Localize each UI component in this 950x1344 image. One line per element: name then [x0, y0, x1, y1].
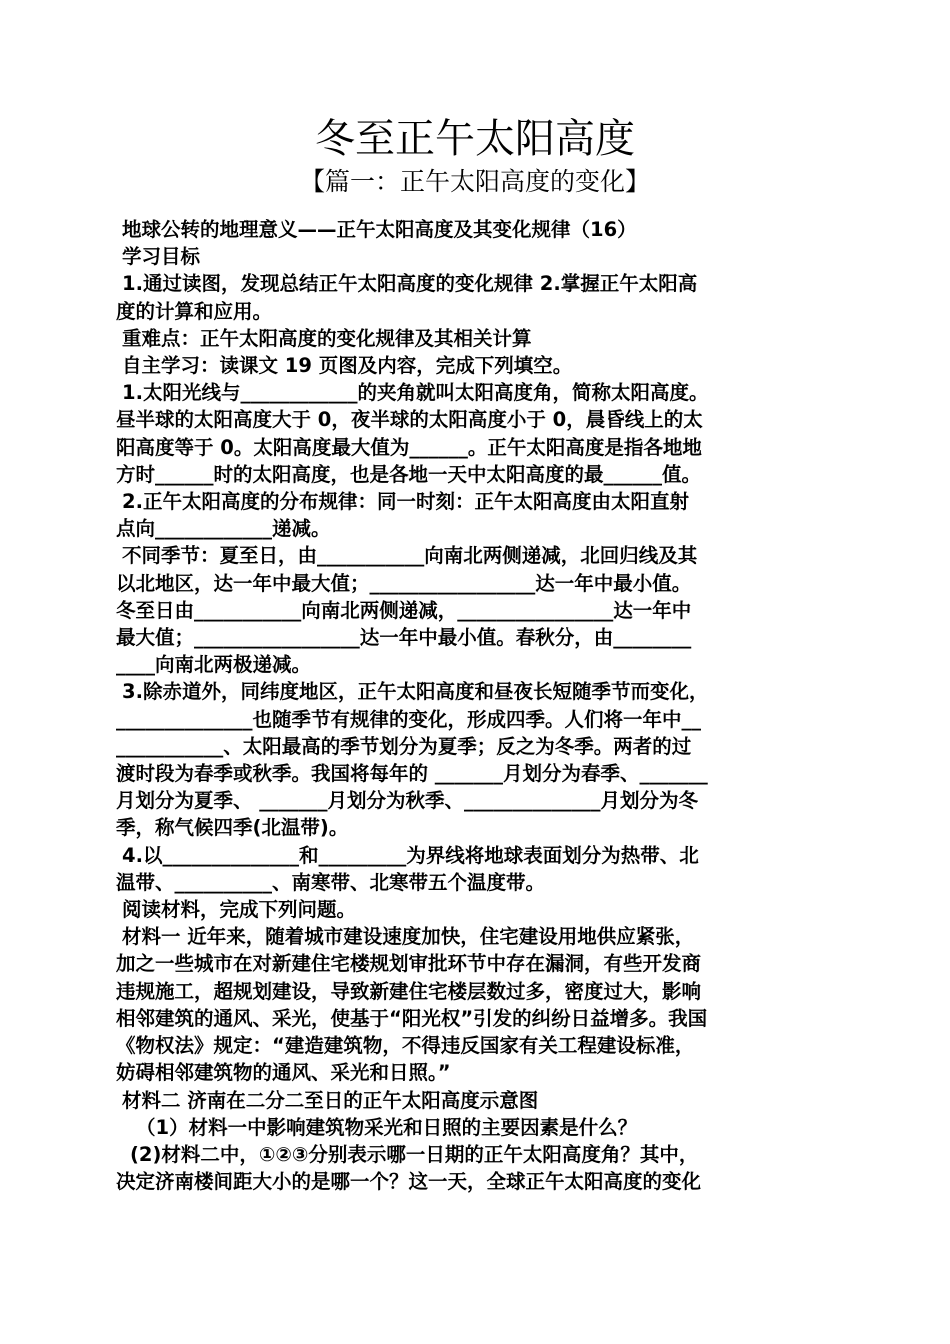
fill-blank-line: 以北地区，达一年中最大值；_________________达一年中最小值。	[116, 571, 692, 595]
fill-blank-line: 月划分为夏季、 _______月划分为秋季、______________月划分为冬	[116, 789, 699, 813]
question-1: （1）材料一中影响建筑物采光和日照的主要因素是什么？	[136, 1115, 638, 1139]
material-two-line: 材料二 济南在二分二至日的正午太阳高度示意图	[122, 1088, 539, 1112]
fill-blank-line: 点向____________递减。	[116, 517, 331, 541]
material-one-line: 《物权法》规定：“建造建筑物，不得违反国家有关工程建设标准，	[116, 1034, 695, 1058]
fill-blank-line: 最大值；_________________达一年中最小值。春秋分，由________	[116, 626, 692, 650]
fill-blank-line: 方时______时的太阳高度，也是各地一天中太阳高度的最______值。	[116, 462, 702, 486]
question-2: (2)材料二中，①②③分别表示哪一日期的正午太阳高度角？其中，	[130, 1142, 699, 1166]
fill-blank-line: 冬至日由___________向南北两侧递减，________________达一年中	[116, 598, 692, 622]
page-title: 冬至正午太阳高度	[315, 116, 635, 162]
fill-blank-line: 季，称气候四季(北温带)。	[116, 816, 349, 840]
material-one-line: 加之一些城市在对新建住宅楼规划审批环节中存在漏洞，有些开发商	[116, 952, 702, 976]
fill-blank-line: 2.正午太阳高度的分布规律：同一时刻：正午太阳高度由太阳直射	[122, 490, 689, 514]
material-one-line: 材料一 近年来，随着城市建设速度加快，住宅建设用地供应紧张，	[122, 925, 695, 949]
learning-goals-heading: 学习目标	[122, 245, 201, 269]
fill-blank-line: 1.太阳光线与____________的夹角就叫太阳高度角，简称太阳高度。	[122, 381, 709, 405]
fill-blank-line: 温带、__________、南寒带、北寒带五个温度带。	[116, 870, 546, 894]
material-one-line: 违规施工，超规划建设，导致新建住宅楼层数过多，密度过大，影响	[116, 979, 702, 1003]
material-one-line: 妨碍相邻建筑物的通风、采光和日照。”	[116, 1061, 451, 1085]
material-one-line: 相邻建筑的通风、采光，使基于“阳光权”引发的纠纷日益增多。我国	[116, 1006, 708, 1030]
text-line: 1.通过读图，发现总结正午太阳高度的变化规律 2.掌握正午太阳高	[122, 272, 698, 296]
section-heading: 地球公转的地理意义——正午太阳高度及其变化规律（16）	[122, 218, 637, 241]
fill-blank-line: ______________也随季节有规律的变化，形成四季。人们将一年中__	[116, 707, 702, 731]
fill-blank-line: 3.除赤道外，同纬度地区，正午太阳高度和昼夜长短随季节而变化，	[122, 680, 709, 704]
self-study-line: 自主学习：读课文 19 页图及内容，完成下列填空。	[122, 354, 573, 378]
page-subtitle: 【篇一：正午太阳高度的变化】	[299, 167, 650, 196]
fill-blank-line: 不同季节：夏至日，由___________向南北两侧递减，北回归线及其	[122, 544, 698, 568]
fill-blank-line: 阳高度等于 0。太阳高度最大值为______。正午太阳高度是指各地地	[116, 435, 702, 459]
document-body	[116, 216, 836, 1195]
key-points-line: 重难点：正午太阳高度的变化规律及其相关计算	[122, 326, 532, 350]
question-2-cont: 决定济南楼间距大小的是哪一个？这一天，全球正午太阳高度的变化	[116, 1170, 702, 1194]
fill-blank-line: 昼半球的太阳高度大于 0，夜半球的太阳高度小于 0，晨昏线上的太	[116, 408, 703, 432]
fill-blank-line: ____向南北两极递减。	[116, 653, 312, 677]
reading-heading: 阅读材料，完成下列问题。	[122, 898, 357, 922]
text-line: 度的计算和应用。	[116, 299, 273, 323]
fill-blank-line: 4.以______________和_________为界线将地球表面划分为热带、北	[122, 843, 699, 867]
fill-blank-line: ___________、太阳最高的季节划分为夏季；反之为冬季。两者的过	[116, 734, 692, 758]
fill-blank-line: 渡时段为春季或秋季。我国将每年的 _______月划分为春季、_______	[116, 762, 708, 786]
